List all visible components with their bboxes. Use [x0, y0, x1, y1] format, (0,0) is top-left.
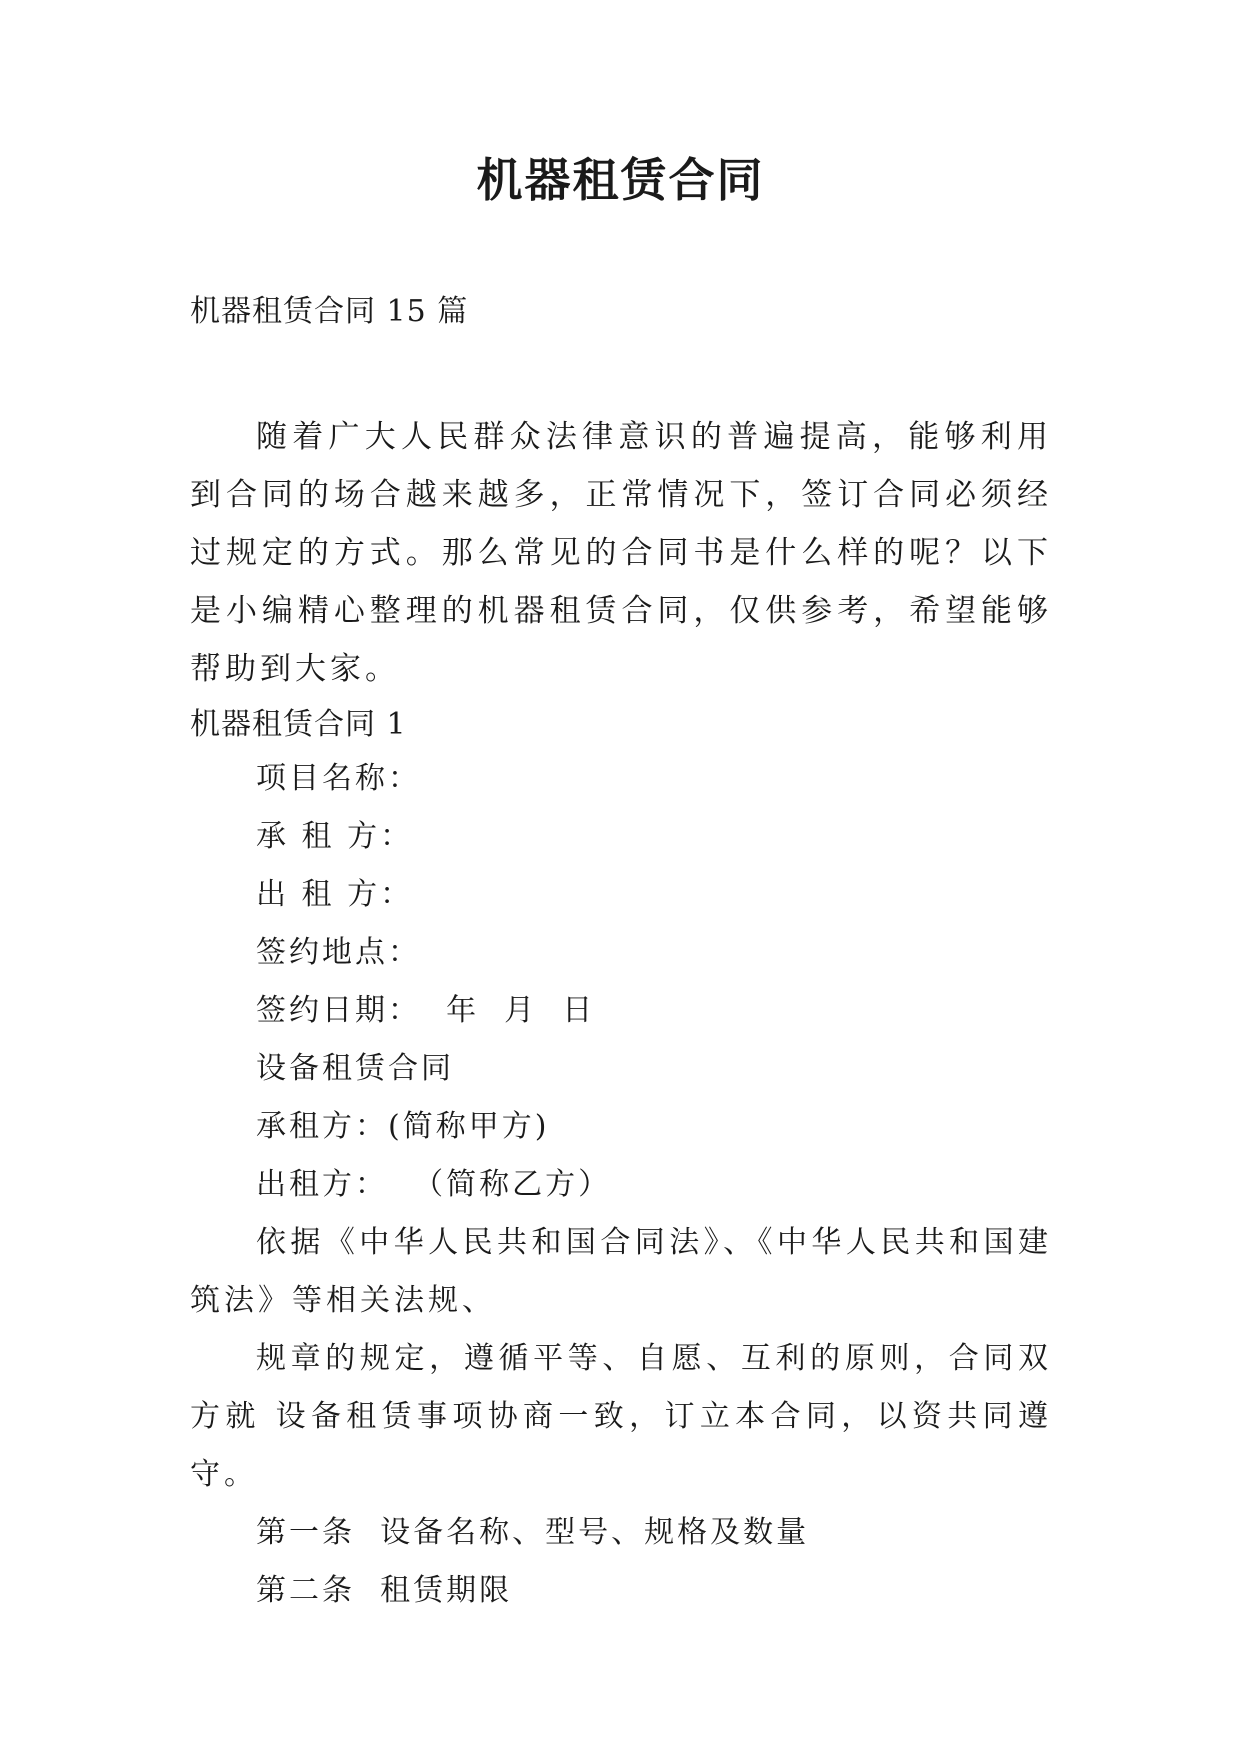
document-title: 机器租赁合同: [476, 153, 765, 207]
document-subtitle: 机器租赁合同 15 篇: [190, 294, 469, 329]
sign-place-line: 签约地点：: [256, 935, 421, 970]
contract-name-line: 设备租赁合同: [256, 1051, 454, 1086]
intro-paragraph: 随着广大人民群众法律意识的普遍提高，能够利用到合同的场合越来越多，正常情况下，签订合同必须经过规定的方式。那么常见的合同书是什么样的呢？以下是小编精心整理的机器租赁合同，仅供参考，希望能够帮助到大家。: [190, 419, 1052, 687]
project-name-line: 项目名称：: [256, 761, 421, 796]
contract-body: [190, 750, 1052, 1620]
article-1-line: 第一条 设备名称、型号、规格及数量: [256, 1515, 810, 1550]
lessee-line: 承 租 方：: [256, 819, 414, 854]
lessor-short-line: 出租方： （简称乙方）: [256, 1167, 612, 1202]
lessor-line: 出 租 方：: [256, 877, 414, 912]
lessee-short-line: 承租方：(简称甲方): [256, 1109, 550, 1144]
principle-paragraph: 规章的规定，遵循平等、自愿、互利的原则，合同双方就 设备租赁事项协商一致，订立本合同，以资共同遵守。: [190, 1341, 1052, 1492]
sign-date-line: 签约日期： 年 月 日: [256, 993, 596, 1028]
article-2-line: 第二条 租赁期限: [256, 1573, 513, 1608]
legal-basis-paragraph: 依据《中华人民共和国合同法》、《中华人民共和国建筑法》等相关法规、: [190, 1225, 1052, 1318]
section-heading: 机器租赁合同 1: [190, 707, 407, 742]
